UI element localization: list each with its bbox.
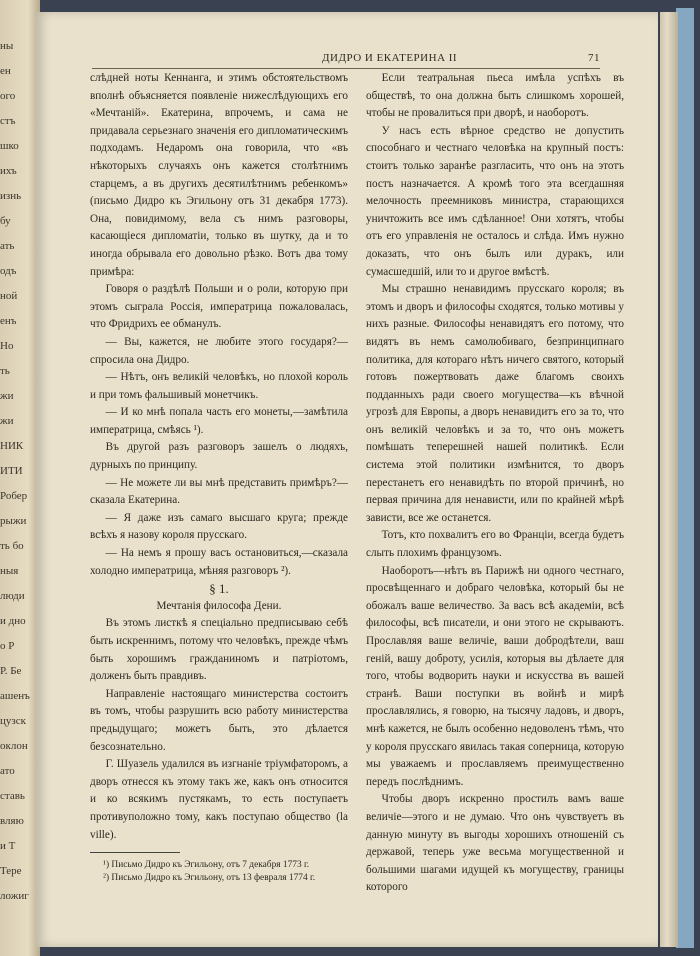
previous-page-fragment: Тере [0, 865, 22, 877]
previous-page-fragment: Р. Бе [0, 665, 22, 677]
section-subtitle: Мечтанія философа Дени. [156, 599, 282, 612]
previous-page-fragment: ать [0, 240, 15, 252]
previous-page-fragment: жи [0, 390, 14, 402]
book-cover-edge [676, 8, 694, 948]
previous-page-fragment: ен [0, 65, 11, 77]
section-heading: § 1. [209, 581, 229, 597]
footnote: ¹) Письмо Дидро къ Эгильону, отъ 7 декабря 1773 г. [103, 860, 310, 871]
previous-page-fragment: рыжи [0, 515, 27, 527]
previous-page-fragment: ихъ [0, 165, 17, 177]
paragraph: Если театральная пьеса имѣла успѣхъ въ обществѣ, то она должна быть слишкомъ хорошей, чтобы не провалиться при дворѣ, и наоборотъ. [366, 72, 624, 120]
previous-page-fragment: изнь [0, 190, 22, 202]
paragraph: У насъ есть вѣрное средство не допустить способнаго и честнаго человѣка на крупный постъ: стоитъ только заранѣе разгласить, что онъ на этотъ постъ назначается. А кромѣ того эта всегдашняя мелочность преемниковъ министра, старающихся уничтожить все имъ сдѣланное! Они хотятъ, чтобы отъ его управленія не осталось и слѣда. Имъ нужно доказать, что онъ былъ или дуракъ, или сумасшедшій, или то и другое вмѣстѣ. [366, 124, 624, 278]
previous-page-fragment: шко [0, 140, 19, 152]
previous-page-fragment: ложиг [0, 890, 29, 902]
previous-page-fragment: ной [0, 290, 18, 302]
previous-page-fragment: Робер [0, 490, 28, 502]
previous-page-fragment: и Т [0, 840, 16, 852]
previous-page-fragment: НИК [0, 440, 24, 452]
previous-page-fragment: ИТИ [0, 465, 23, 477]
paragraph: Г. Шуазель удалился въ изгнаніе тріумфаторомъ, а дворъ отнесся къ этому такъ же, какъ онъ относится и ко всякимъ пустякамъ, то есть поступаетъ противуположно тому, какъ поступаю общество (la ville). [90, 758, 348, 841]
left-column [90, 70, 348, 885]
previous-page-fragment: одъ [0, 265, 17, 277]
paragraph: Мы страшно ненавидимъ прусскаго короля; въ этомъ и дворъ и философы сходятся, только мотивы у нихъ разные. Философы ненавидятъ его потому, что видятъ въ немъ самолюбиваго, безпринципнаго политика, для котораго нѣтъ ничего святого, который готовъ пожертвовать даже благомъ своихъ подданныхъ ради своего могущества—къ вѣчной угрозѣ для Европы, а дворъ ненавидитъ его за то, что онъ великій человѣкъ и за то, что онъ можетъ помѣшать теперешней нашей политикѣ. Если система этой политики измѣнится, то дворъ перестанетъ его ненавидѣть по второй причинѣ, но первая причина для ненависти, или по крайней мѣрѣ зависти, все же останется. [366, 283, 624, 524]
previous-page-fragment: и дно [0, 615, 26, 627]
previous-page-fragment: жи [0, 415, 14, 427]
previous-page-fragment: ато [0, 765, 15, 777]
previous-page-fragment: ны [0, 40, 14, 52]
previous-page-fragment: оклон [0, 740, 28, 752]
previous-page-margin [0, 0, 40, 956]
footnote-rule [90, 852, 180, 853]
paragraph: — Вы, кажется, не любите этого государя?—спросила она Дидро. [90, 335, 348, 366]
running-title: ДИДРО И ЕКАТЕРИНА II [322, 52, 458, 64]
paragraph: Въ другой разъ разговоръ зашелъ о людяхъ, дурныхъ по принципу. [90, 441, 348, 472]
paragraph: Чтобы дворъ искренно простилъ вамъ ваше величіе—этого и не думаю. Что онъ чувствуетъ въ данную минуту въ выгоды хорошихъ отношеній съ державой, теперь уже весьма могущественной и большими шагами идущей къ могуществу, границы которого [366, 793, 624, 894]
paragraph: — Я даже изъ самаго высшаго круга; прежде всѣхъ я назову короля прусскаго. [90, 511, 348, 542]
paragraph: Наоборотъ—нѣтъ въ Парижѣ ни одного честнаго, просвѣщеннаго и добраго человѣка, который бы не обожалъ ваше величество. За васъ всѣ академіи, всѣ философы, всѣ писатели, и они этого не скрываютъ. Прославляя ваше величіе, ваши добродѣтели, ваш геній, вашу доброту, усилія, которыя вы дѣлаете для того, чтобы водворить науки и искусства въ вашей странѣ. Ваши поступки въ войнѣ и мирѣ прославлялись, я говорю, на тысячу ладовъ, и дворъ, мнѣ кажется, не былъ особенно недоволенъ тѣмъ, что у короля прусскаго явилась такая соперница, которую мы уважаемъ и прославляемъ преимущественно передъ послѣднимъ. [366, 564, 624, 788]
previous-page-fragment: стъ [0, 115, 16, 127]
page-number: 71 [588, 52, 600, 64]
paragraph: — Не можете ли вы мнѣ представить примѣръ?—сказала Екатерина. [90, 476, 348, 507]
paragraph: Тотъ, кто похвалитъ его во Франціи, всегда будетъ слыть плохимъ французомъ. [366, 529, 624, 560]
previous-page-fragment: ныя [0, 565, 19, 577]
previous-page-fragment: ого [0, 90, 16, 102]
previous-page-fragment: цузск [0, 715, 26, 727]
paragraph: Направленіе настоящаго министерства состоитъ въ томъ, чтобы разрушить всю работу министерства предыдущаго; можетъ быть, это дѣлается безсознательно. [90, 687, 348, 753]
paragraph: — И ко мнѣ попала часть его монеты,—замѣтила императрица, смѣясь ¹). [90, 406, 348, 436]
paragraph: — Нѣтъ, онъ великій человѣкъ, но плохой король и при томъ фальшивый монетчикъ. [90, 371, 348, 401]
previous-page-fragment: ть бо [0, 540, 24, 552]
previous-page-fragment: ашенъ [0, 690, 30, 702]
page-stack-edge [660, 12, 678, 947]
page-header [92, 50, 600, 69]
paragraph: слѣдней ноты Кеннанга, и этимъ обстоятельствомъ вполнѣ объясняется появленіе нижеслѣдующихъ его «Мечтаній». Екатерина, впрочемъ, и сама не придавала серьезнаго значенія его дипломатическимъ подходамъ. Недаромъ она говорила, что «въ нѣкоторыхъ случаяхъ онъ кажется столѣтнимъ старцемъ, а въ другихъ десятилѣтнимъ ребенкомъ» (письмо Дидро къ Эгильону отъ 31 декабря 1773). Она, повидимому, вела съ нимъ разговоры, касающіеся дипломатіи, только въ шутку, да и то иногда обрывала его довольно рѣзко. Вотъ два тому примѣра: [90, 72, 348, 278]
previous-page-fragment: Но [0, 340, 14, 352]
previous-page-fragment: бу [0, 215, 11, 227]
previous-page-fragment: ть [0, 365, 10, 377]
paragraph: Говоря о раздѣлѣ Польши и о роли, которую при этомъ сыграла Россія, императрица пожаловалась, что Фридрихъ ее обманулъ. [90, 283, 348, 331]
right-column [366, 70, 624, 897]
previous-page-fragment: ставь [0, 790, 25, 802]
paragraph: Въ этомъ листкѣ я спеціально предписываю себѣ быть искреннимъ, потому что человѣкъ, прежде чѣмъ быть хорошимъ гражданиномъ и патріотомъ, долженъ быть правдивъ. [90, 617, 348, 683]
previous-page-fragment: люди [0, 590, 25, 602]
previous-page-fragment: вляю [0, 815, 24, 827]
previous-page-fragment: о Р [0, 640, 15, 652]
paragraph: — На немъ я прошу васъ остановиться,—сказала холодно императрица, мѣняя разговоръ ²). [90, 547, 348, 577]
previous-page-fragment: енъ [0, 315, 17, 327]
footnote: ²) Письмо Дидро къ Эгильону, отъ 13 февраля 1774 г. [103, 873, 316, 884]
